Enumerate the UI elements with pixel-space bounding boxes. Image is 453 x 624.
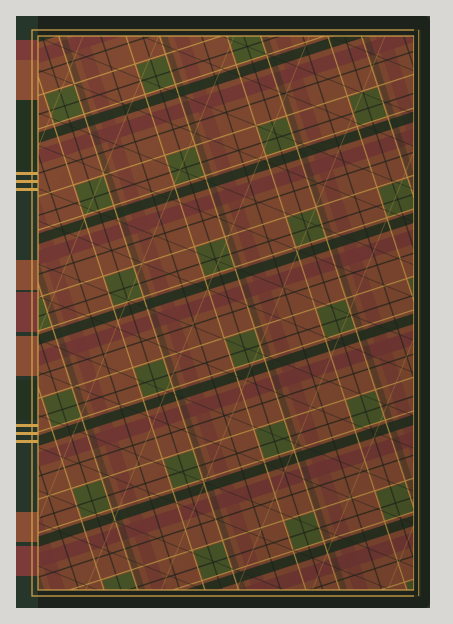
right-edge <box>414 16 430 608</box>
spine <box>16 16 38 608</box>
book <box>16 16 430 608</box>
panel-shading <box>38 36 414 590</box>
right-edge-gold-line <box>418 30 419 596</box>
